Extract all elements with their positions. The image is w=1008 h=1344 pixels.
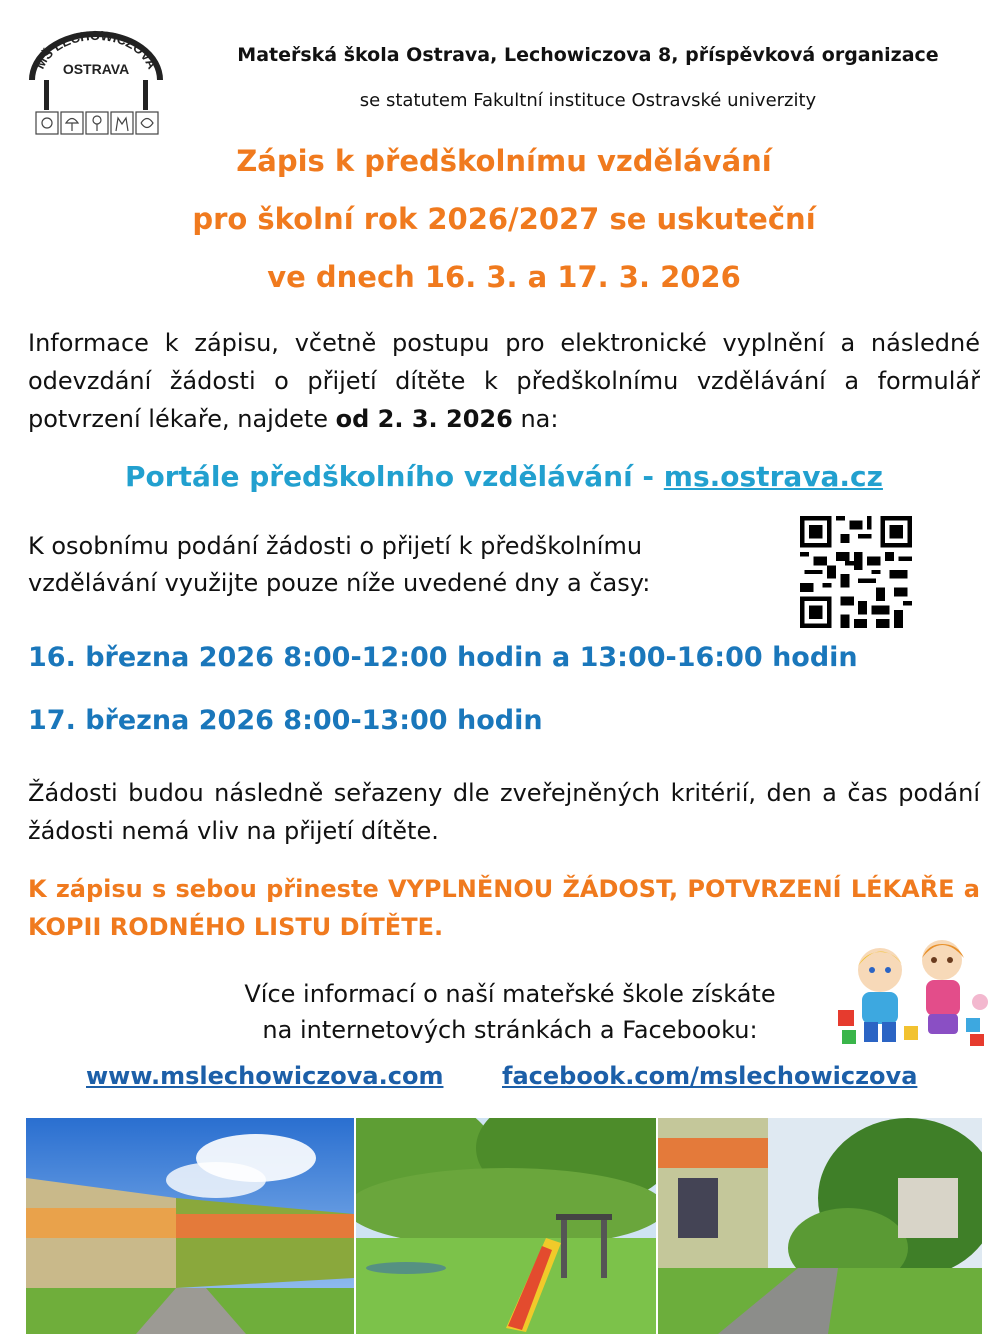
info-paragraph (28, 324, 980, 438)
bring-documents-notice: K zápisu s sebou přineste VYPLNĚNOU ŽÁDOST, POTVRZENÍ LÉKAŘE a KOPII RODNÉHO LISTU DÍTĚTE. (28, 875, 980, 941)
more-info-line-1: Více informací o naší mateřské škole získáte (244, 980, 776, 1008)
title-line-2: pro školní rok 2026/2027 se uskuteční (192, 202, 816, 236)
portal-link[interactable]: ms.ostrava.cz (663, 460, 883, 493)
qr-code[interactable] (800, 516, 912, 628)
title-line-1: Zápis k předškolnímu vzdělávání (236, 144, 772, 178)
personal-line-2: vzdělávání využijte pouze níže uvedené dny a časy: (28, 569, 651, 597)
website-link[interactable]: www.mslechowiczova.com (86, 1062, 444, 1090)
date-day-1: 16. března 2026 8:00-12:00 hodin a 13:00-16:00 hodin (28, 642, 858, 673)
more-info-line-2: na internetových stránkách a Facebooku: (262, 1016, 758, 1044)
info-text-end: na: (512, 405, 559, 433)
children-illustration (830, 930, 990, 1050)
info-text-start: Informace k zápisu, včetně postupu pro elektronické vyplnění a následné odevzdání žádosti o přijetí dítěte k předškolnímu vzdělávání a formulář potvrzení lékaře, najdete (28, 329, 980, 433)
date-day-2: 17. března 2026 8:00-13:00 hodin (28, 705, 543, 736)
criteria-paragraph: Žádosti budou následně seřazeny dle zveřejněných kritérií, den a čas podání žádosti nemá vliv na přijetí dítěte. (28, 779, 980, 845)
school-building-photo (26, 1118, 354, 1334)
organization-name: Mateřská škola Ostrava, Lechowiczova 8, příspěvková organizace (237, 44, 939, 66)
portal-line (0, 460, 1008, 493)
playground-photo (356, 1118, 656, 1334)
logo-arc-text: MŠ LECHOWICZOVA (32, 28, 160, 72)
school-logo (22, 28, 170, 136)
organization-status: se statutem Fakultní instituce Ostravské univerzity (359, 90, 817, 111)
portal-label: Portále předškolního vzdělávání - (125, 460, 664, 493)
logo-city: OSTRAVA (62, 61, 130, 77)
personal-submission-text (28, 528, 768, 602)
info-date: od 2. 3. 2026 (335, 405, 513, 433)
personal-line-1: K osobnímu podání žádosti o přijetí k předškolnímu (28, 532, 643, 560)
facebook-link[interactable]: facebook.com/mslechowiczova (502, 1062, 918, 1090)
title-line-3: ve dnech 16. 3. a 17. 3. 2026 (267, 260, 741, 294)
garden-path-photo (658, 1118, 982, 1334)
